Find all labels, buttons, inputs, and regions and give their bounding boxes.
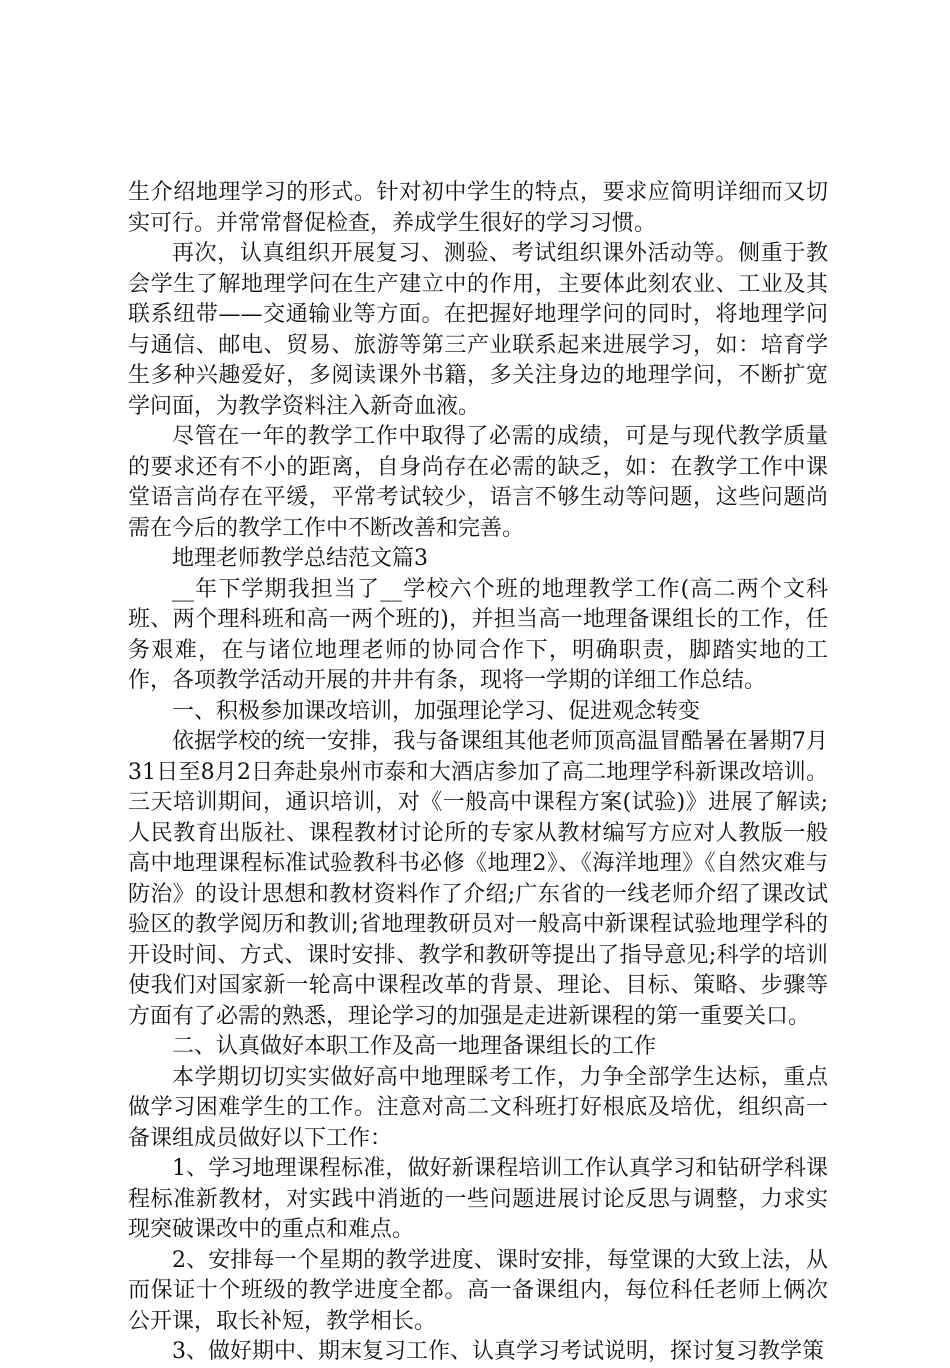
document-body [128, 178, 828, 1368]
section-title: 地理老师教学总结范文篇3 [172, 546, 428, 571]
list-item-3: 3、做好期中、期末复习工作、认真学习考试说明，探讨复习教学策 [172, 1339, 824, 1364]
paragraph-review-activities: 再次，认真组织开展复习、测验、考试组织课外活动等。侧重于教会学生了解地理学问在生产建立中的作用，主要体此刻农业、工业及其联系纽带——交通输业等方面。在把握好地理学问的同时，将地理学问与通信、邮电、贸易、旅游等第三产业联系起来进展学习，如：培育学生多种兴趣爱好，多阅读课外书籍，多关注身边的地理学问，不断扩宽学问面，为教学资料注入新奇血液。 [128, 241, 828, 419]
list-item-2: 2、安排每一个星期的教学进度、课时安排，每堂课的大致上法，从而保证十个班级的教学进度全都。高一备课组内，每位科任老师上俩次公开课，取长补短，教学相长。 [128, 1247, 828, 1334]
heading-two: 二、认真做好本职工作及高一地理备课组长的工作 [172, 1034, 657, 1059]
heading-one: 一、积极参加课改培训，加强理论学习、促进观念转变 [172, 698, 701, 724]
paragraph-duties: 本学期切切实实做好高中地理睬考工作，力争全部学生达标，重点做学习困难学生的工作。注意对高二文科班打好根底及培优，组织高一备课组成员做好以下工作： [128, 1064, 828, 1151]
list-item-1: 1、学习地理课程标准，做好新课程培训工作认真学习和钻研学科课程标准新教材，对实践中消逝的一些问题进展讨论反思与调整，力求实现突破课改中的重点和难点。 [128, 1156, 828, 1242]
paragraph-training: 依据学校的统一安排，我与备课组其他老师顶高温冒酷暑在暑期7月31日至8月2日奔赴泉州市泰和大酒店参加了高二地理学科新课改培训。三天培训期间，通识培训，对《一般高中课程方案(试验)》进展了解读;人民教育出版社、课程教材讨论所的专家从教材编写方应对人教版一般高中地理课程标准试验教科书必修《地理2》、《海洋地理》《自然灾难与防治》的设计思想和教材资料作了介绍;广东省的一线老师介绍了课改试验区的教学阅历和教训;省地理教研员对一般高中新课程试验地理学科的开设时间、方式、课时安排、教学和教研等提出了指导意见;科学的培训使我们对国家新一轮高中课程改革的背景、理论、目标、策略、步骤等方面有了必需的熟悉，理论学习的加强是走进新课程的第一重要关口。 [128, 729, 828, 1029]
paragraph-intro: __年下学期我担当了__学校六个班的地理教学工作(高二两个文科班、两个理科班和高一两个班的)，并担当高一地理备课组长的工作，任务艰难，在与诸位地理老师的协同合作下，明确职责，脚踏实地的工作，各项教学活动开展的井井有条，现将一学期的详细工作总结。 [128, 576, 828, 693]
paragraph-shortcomings: 尽管在一年的教学工作中取得了必需的成绩，可是与现代教学质量的要求还有不小的距离，自身尚存在必需的缺乏，如：在教学工作中课堂语言尚存在平缓，平常考试较少，语言不够生动等问题，这些问题尚需在今后的教学工作中不断改善和完善。 [128, 424, 828, 541]
paragraph-continuation: 生介绍地理学习的形式。针对初中学生的特点，要求应简明详细而又切实可行。并常常督促检查，养成学生很好的学习习惯。 [128, 180, 828, 236]
